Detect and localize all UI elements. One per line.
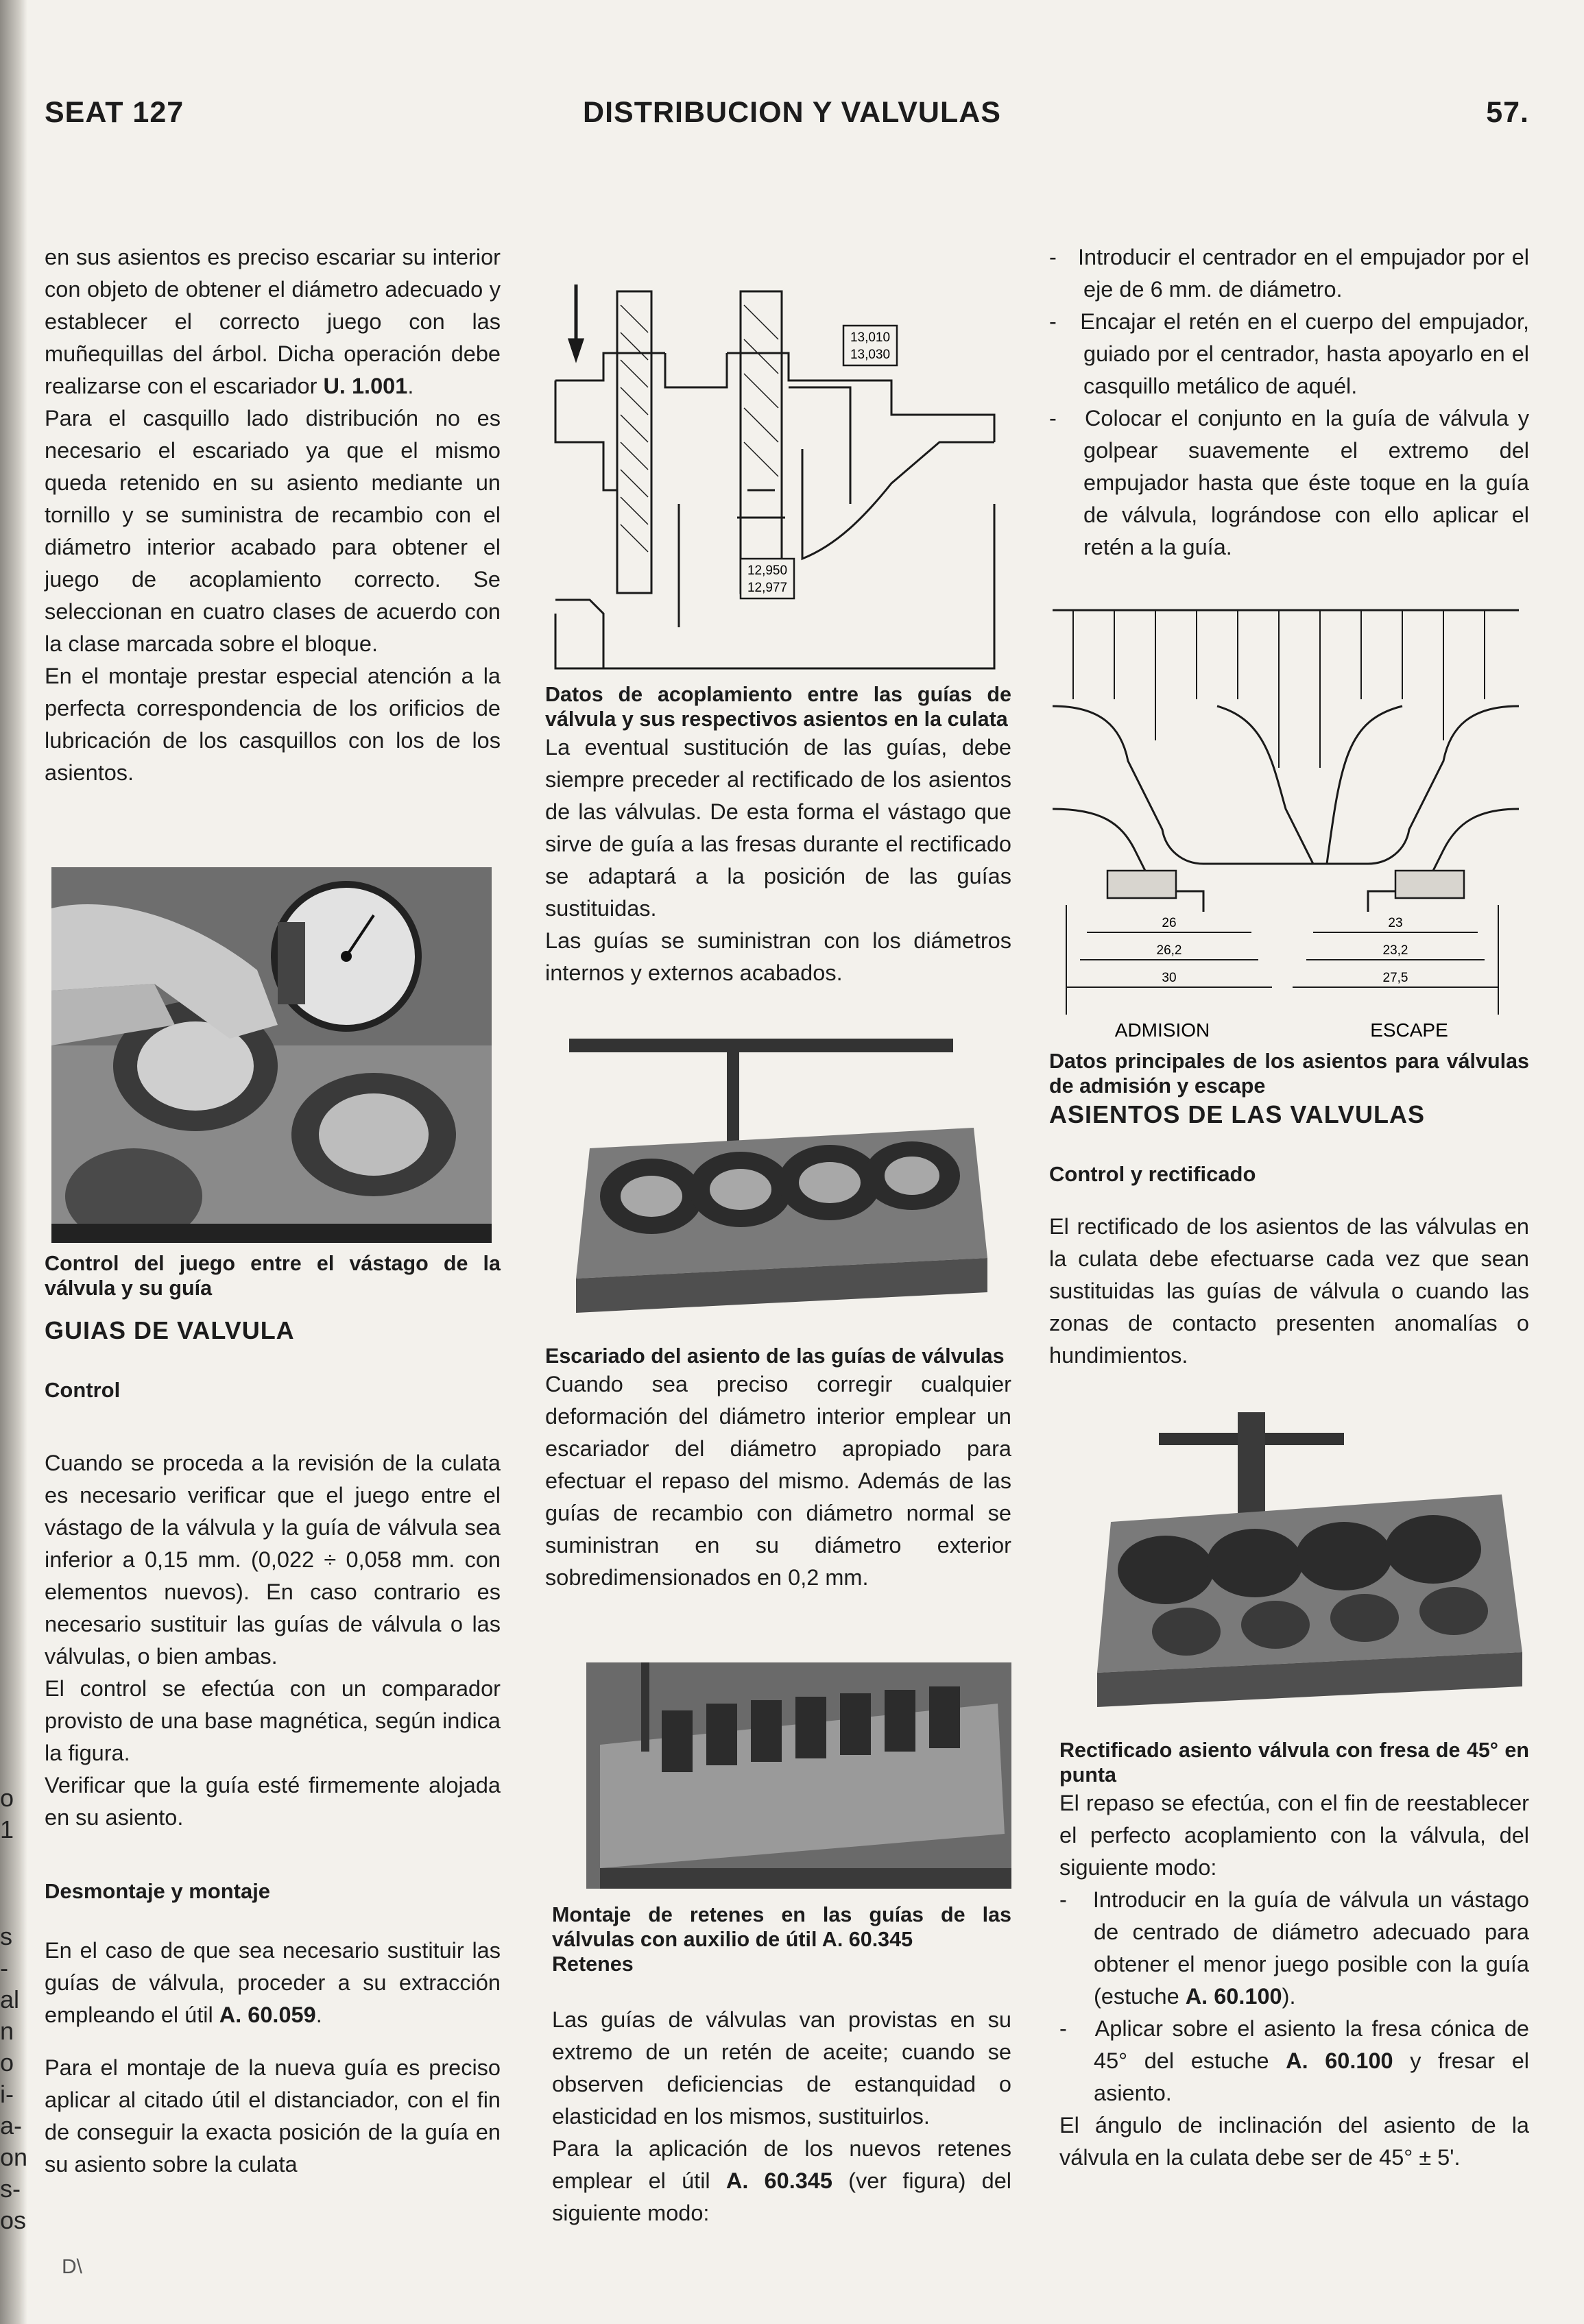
reamer-cylinder-head-photo <box>549 1032 1008 1337</box>
tool-code: A. 60.059 <box>219 2002 316 2027</box>
dim-label: 12,950 <box>747 564 788 578</box>
dim-label: 23 <box>1388 916 1403 930</box>
edge-letter: on <box>0 2143 28 2171</box>
photo-caption: Control del juego entre el vástago de la válvula y su guía <box>45 1252 501 1300</box>
dim-label: 23,2 <box>1382 943 1408 958</box>
tool-code: U. 1.001 <box>323 374 408 398</box>
diagram-caption: Datos de acoplamiento entre las guías de válvula y sus respectivos asientos en la culata <box>545 683 1011 731</box>
edge-letter: - <box>0 1954 8 1982</box>
header-title: DISTRIBUCION Y VALVULAS <box>583 96 1001 129</box>
bullet-item: - Encajar el retén en el cuerpo del empujador, guiado por el centrador, hasta apoyarlo en el casquillo metálico de aquél. <box>1049 309 1530 398</box>
tool-code: A. 60.100 <box>1286 2048 1393 2073</box>
edge-letter: n <box>0 2017 14 2045</box>
paragraph: Cuando sea preciso corregir cualquier deformación del diámetro interior emplear un escariador del diámetro apropiado para efectuar el repaso del mismo. Además de las guías de recambio con diámetro normal se suministran en su diámetro exterior sobredimensionados en 0,2 mm. <box>545 1372 1011 1590</box>
paragraph: Las guías se suministran con los diámetros internos y externos acabados. <box>545 928 1011 985</box>
dim-label: 27,5 <box>1382 971 1408 985</box>
section-title-asientos: ASIENTOS DE LAS VALVULAS <box>1049 1100 1426 1128</box>
tool-code: A. 60.100 <box>1185 1984 1282 2009</box>
paragraph: El control se efectúa con un comparador provisto de una base magnética, según indica la figura. <box>45 1676 501 1765</box>
edge-letter: 1 <box>0 1815 14 1843</box>
paragraph: en sus asientos es preciso escariar su interior con objeto de obtener el diámetro adecuado y establecer el correcto juego con las muñequillas del árbol. Dicha operación debe realizarse con el escariador U. 1.001. <box>45 245 501 398</box>
column-1 <box>45 241 501 789</box>
edge-letter: o <box>0 2048 14 2077</box>
escape-label: ESCAPE <box>1370 1019 1448 1041</box>
edge-letter: o <box>0 1784 14 1812</box>
paragraph: Para el montaje de la nueva guía es preciso aplicar al citado útil el distanciador, con el fin de conseguir la exacta posición de la guía en su asiento sobre la culata <box>45 2055 501 2177</box>
bullet-item: - Colocar el conjunto en la guía de válvula y golpear suavemente el extremo del empujador hasta que éste toque en la guía de válvula, lográndose con ello aplicar el retén a la guía. <box>1049 406 1529 559</box>
photo-caption: Escariado del asiento de las guías de válvulas <box>545 1344 1005 1368</box>
edge-letter: s <box>0 1922 12 1950</box>
dim-label: 26,2 <box>1156 943 1182 958</box>
paragraph: Para la aplicación de los nuevos retenes emplear el útil A. 60.345 (ver figura) del siguiente modo: <box>552 2136 1012 2225</box>
page-number: 57. <box>1486 96 1529 129</box>
dim-label: 30 <box>1162 971 1177 985</box>
column-3-upper <box>1049 241 1529 564</box>
photo-caption: Rectificado asiento válvula con fresa de 45° en punta <box>1059 1739 1529 1787</box>
subtitle-control: Control <box>45 1378 121 1402</box>
header-left: SEAT 127 <box>45 96 184 129</box>
bullet-item: - Introducir el centrador en el empujador por el eje de 6 mm. de diámetro. <box>1049 245 1529 302</box>
paragraph: En el montaje prestar especial atención a la perfecta correspondencia de los orificios de lubricación de los casquillos con los de los asientos. <box>45 664 501 785</box>
tool-code: A. 60.345 <box>725 2168 832 2193</box>
bullet-item: - Aplicar sobre el asiento la fresa cónica de 45° del estuche A. 60.100 y fresar el asiento. <box>1059 2016 1530 2105</box>
dim-label: 13,030 <box>850 348 891 362</box>
paragraph: Cuando se proceda a la revisión de la culata es necesario verificar que el juego entre el vástago de la válvula y la guía de válvula sea inferior a 0,15 mm. (0,022 ÷ 0,058 mm. con elementos nuevos). En caso contrario es necesario sustituir las guías de válvula o las válvulas, o bien ambas. <box>45 1451 501 1669</box>
diagram-caption: Datos principales de los asientos para válvulas de admisión y escape <box>1049 1050 1529 1098</box>
admision-label: ADMISION <box>1114 1019 1210 1041</box>
handwritten-mark: D\ <box>62 2255 82 2278</box>
paragraph: El rectificado de los asientos de las válvulas en la culata debe efectuarse cada vez que sean sustituidas las guías de válvula o cuando las zonas de contacto presenten anomalías o hundimientos. <box>1049 1214 1529 1368</box>
column-2-lower <box>552 1902 1011 2229</box>
valve-seat-dimensions-diagram <box>1046 603 1526 1042</box>
adjacent-page-fragments <box>0 1782 28 2236</box>
edge-letter: al <box>0 1985 20 2013</box>
paragraph: Verificar que la guía esté firmemente alojada en su asiento. <box>45 1773 501 1830</box>
column-1-lower <box>45 1251 501 2181</box>
paragraph: El ángulo de inclinación del asiento de la válvula en la culata debe ser de 45° ± 5'. <box>1059 2113 1529 2170</box>
valve-guide-fit-diagram <box>542 243 1008 672</box>
edge-letter: os <box>0 2206 27 2234</box>
edge-letter: s- <box>0 2175 21 2203</box>
paragraph: En el caso de que sea necesario sustituir las guías de válvula, proceder a su extracción empleando el útil A. 60.059. <box>45 1938 501 2027</box>
edge-letter: i- <box>0 2080 14 2108</box>
dim-label: 26 <box>1162 916 1177 930</box>
seat-cutter-photo <box>1083 1405 1536 1710</box>
section-title-guias: GUIAS DE VALVULA <box>45 1316 295 1344</box>
paragraph: Las guías de válvulas van provistas en su extremo de un retén de aceite; cuando se observen deficiencias de estanquidad o elasticidad en los mismos, sustituirlos. <box>552 2007 1011 2129</box>
bullet-item: - Introducir en la guía de válvula un vástago de centrado de diámetro adecuado para obtener el menor juego posible con la guía (estuche A. 60.100). <box>1059 1887 1529 2009</box>
paragraph: Para el casquillo lado distribución no es necesario el escariado ya que el mismo queda retenido en su asiento mediante un tornillo y se suministra de recambio con el diámetro interior acabado para obtener el juego de acoplamiento correcto. Se seleccionan en cuatro clases de acuerdo con la clase marcada sobre el bloque. <box>45 406 501 656</box>
dim-label: 13,010 <box>850 330 891 345</box>
photo-caption: Montaje de retenes en las guías de las válvulas con auxilio de útil A. 60.345 <box>552 1903 1011 1951</box>
paragraph: El repaso se efectúa, con el fin de reestablecer el perfecto acoplamiento con la válvula, del siguiente modo: <box>1059 1791 1529 1880</box>
column-3-lower <box>1059 1738 1529 2174</box>
subtitle-desmontaje: Desmontaje y montaje <box>45 1879 271 1903</box>
column-3-middle <box>1049 1049 1529 1372</box>
column-2-middle <box>545 1344 1011 1594</box>
column-2-upper <box>545 682 1011 989</box>
subtitle-control-rectificado: Control y rectificado <box>1049 1162 1256 1186</box>
subtitle-retenes: Retenes <box>552 1952 634 1976</box>
paragraph: La eventual sustitución de las guías, debe siempre preceder al rectificado de los asientos de las válvulas. De esta forma el vástago que sirve de guía a las fresas durante el rectificado se adaptará a la posición de las guías sustituidas. <box>545 735 1011 921</box>
edge-letter: a- <box>0 2111 23 2140</box>
dial-gauge-photo <box>51 867 492 1243</box>
dim-label: 12,977 <box>747 581 788 595</box>
valve-spring-head-photo <box>586 1662 1011 1889</box>
